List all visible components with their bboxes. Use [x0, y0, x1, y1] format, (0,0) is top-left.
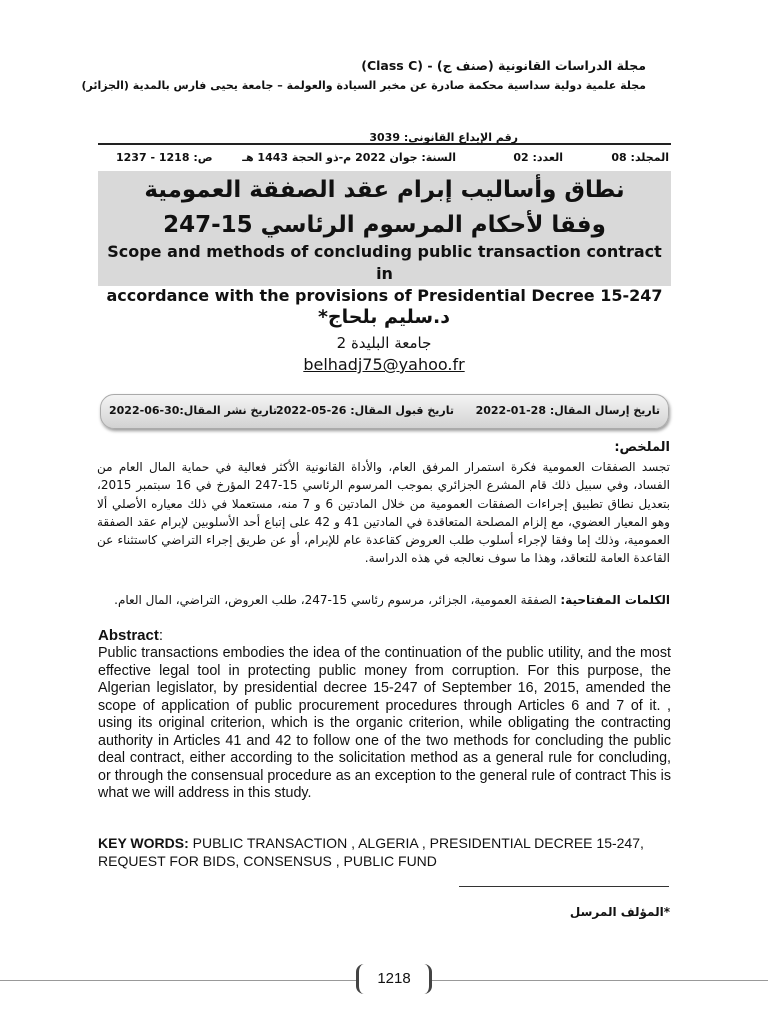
english-abstract-text: Public transactions embodies the idea of the continuation of the public utility, and the most effective legal tool in protecting public money from corruption. For this purpose, the Algerian legislator, by presidential decree 15-247 of September 16, 2015, amended the scope of application of public procurement procedures through Articles 6 and 7 of it. , using its original criterion, which is the organic criterion, while obligating the contracting authority in Articles 41 and 42 to follow one of the two methods for concluding the public deal contract, either according to the solicitation method as a general rule for concluding, or through the consensual procedure as an exception to the general rule of contract This is what we will address in this study.	[98, 645, 671, 801]
journal-title: مجلة الدراسات القانونية (صنف ج) - (Class C)	[361, 58, 646, 73]
issue-meta-row	[98, 143, 671, 174]
arabic-title-line-2: وفقا لأحكام المرسوم الرئاسي 15-247	[163, 212, 606, 238]
journal-subtitle: مجلة علمية دولية سداسية محكمة صادرة عن مخبر السيادة والعولمة – جامعة يحيى فارس بالمدية (الجزائر)	[81, 79, 646, 92]
english-abstract-heading-colon: :	[158, 627, 164, 644]
english-abstract-heading	[98, 627, 163, 644]
date-published: تاريخ نشر المقال:30-06-2022	[109, 404, 278, 417]
arabic-abstract-text: تجسد الصفقات العمومية فكرة استمرار المرفق العام، والأداة القانونية الأكثر فعالية في حماية المال العام من الفساد، وفي سبيل ذلك قام المشرع الجزائري بموجب المرسوم الرئاسي 15-247 المؤرخ في 16 سبتمبر 2015، بتعديل نطاق تطبيق إجراءات الصفقات العمومية من خلال المادتين 6 و 7 منه، مستعملا في ذلك معياره الأصلي ألا وهو المعيار العضوي، مع إلزام المصلحة المتعاقدة في المادتين 41 و 42 على إتباع أحد الأسلوبين لإبرام عقد الصفقة العمومية، وذلك إما وفقا لإجراء أسلوب طلب العروض كقاعدة عام للإبرام، أو عن طريق إجراء التراضي كاستثناء عن القاعدة العامة للتعاقد، وهذا ما سوف نعالجه في هذه الدراسة.	[97, 460, 670, 566]
title-box	[98, 171, 671, 305]
pages-label: ص: 1218 - 1237	[116, 151, 213, 164]
english-keywords-label: KEY WORDS:	[98, 835, 189, 851]
author-name: د.سليم بلحاج*	[317, 306, 451, 328]
author-affiliation: جامعة البليدة 2	[336, 334, 432, 352]
english-keywords	[98, 834, 671, 870]
arabic-title-line-1: نطاق وأساليب إبرام عقد الصفقة العمومية	[144, 177, 625, 203]
english-abstract-heading-text: Abstract	[98, 627, 159, 644]
issue-label: العدد: 02	[513, 151, 563, 164]
date-accepted: تاريخ قبول المقال: 26-05-2022	[276, 404, 454, 417]
volume-label: المجلد: 08	[611, 151, 669, 164]
article-dates-box	[100, 394, 669, 429]
year-label: السنة: جوان 2022 م-ذو الحجة 1443 هـ	[242, 151, 456, 164]
date-sent: تاريخ إرسال المقال: 28-01-2022	[475, 404, 660, 417]
footnote-divider	[459, 886, 669, 887]
corresponding-author-note: *المؤلف المرسل	[569, 905, 670, 919]
english-title-line-2: accordance with the provisions of Presidential Decree 15-247	[106, 286, 663, 305]
arabic-keywords-list: الصفقة العمومية، الجزائر، مرسوم رئاسي 15-247، طلب العروض، التراضي، المال العام.	[114, 593, 557, 607]
english-title	[98, 241, 671, 307]
arabic-abstract-heading: الملخص:	[614, 440, 670, 455]
page-number: 1218	[356, 964, 432, 994]
english-title-line-1: Scope and methods of concluding public transaction contract in	[107, 242, 662, 283]
author-email-link[interactable]: belhadj75@yahoo.fr	[303, 355, 465, 374]
legal-deposit-number: رقم الإيداع القانوني: 3039	[369, 131, 518, 144]
arabic-keywords	[97, 591, 670, 609]
arabic-keywords-label: الكلمات المفتاحية:	[560, 593, 670, 607]
english-keywords-list: PUBLIC TRANSACTION , ALGERIA , PRESIDENTIAL DECREE 15-247, REQUEST FOR BIDS, CONSENSUS , PUBLIC FUND	[98, 835, 644, 869]
